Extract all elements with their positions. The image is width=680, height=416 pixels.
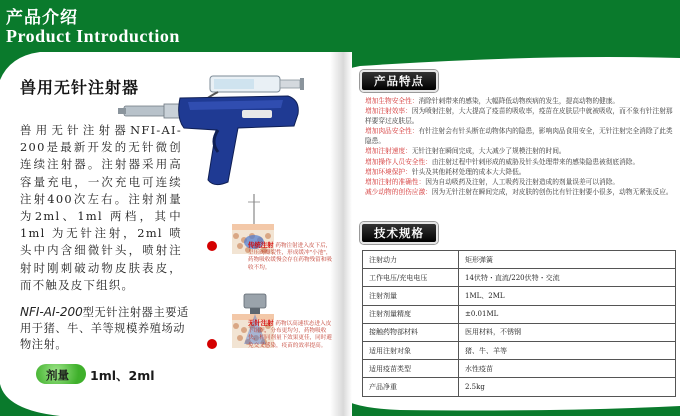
feature-text: 有针注射会有针头断在动物体内的隐患，影响肉品食用安全，无针注射完全消除了此类隐患。 <box>365 127 673 146</box>
spec-row <box>363 360 676 378</box>
spec-row <box>363 287 676 305</box>
traditional-injection-title: 传统注射 <box>248 241 274 249</box>
feature-item <box>365 146 677 156</box>
header-title-cn: 产品介绍 <box>6 8 78 28</box>
spec-key: 工作电压/充电电压 <box>363 269 459 287</box>
spec-value: ±0.01ML <box>459 305 676 323</box>
header-banner <box>0 0 680 52</box>
header-title-en: Product Introduction <box>6 26 180 46</box>
feature-key: 减少动物的创伤应激： <box>365 187 432 196</box>
spec-value: 2.5kg <box>459 378 676 396</box>
spec-row <box>363 323 676 341</box>
features-title: 产品特点 <box>360 70 438 92</box>
traditional-injection-text: 药物注射进入皮下后，呈压阀瓣裂性，形成缓冲"小池"，药物吸收缓慢会存在药物残留和吸收不均。 <box>248 243 332 271</box>
spec-key: 适用疫苗类型 <box>363 360 459 378</box>
model-number: NFI-AI-200 <box>20 305 83 319</box>
feature-item <box>365 177 677 187</box>
usage-paragraph <box>20 304 190 353</box>
product-title: 兽用无针注射器 <box>20 78 140 97</box>
feature-text: 由注射过程中针刺形成的威胁及针头处理带来的感染隐患被彻底消除。 <box>431 157 640 166</box>
feature-text: 因为自动吸药及注射，人工吸药及注射造成的剂量误差可以消除。 <box>425 177 620 186</box>
spec-key: 适用注射对象 <box>363 341 459 359</box>
specs-table <box>362 250 676 397</box>
feature-key: 增加注射的准确性： <box>365 177 426 186</box>
feature-item <box>365 187 677 197</box>
spec-row <box>363 378 676 396</box>
spec-row <box>363 305 676 323</box>
feature-item <box>365 157 677 167</box>
spec-value: 1ML、2ML <box>459 287 676 305</box>
needleless-injection-text: 药物以高速状态进入皮下组织，分布更均匀，药物吸收快，相同剂量下效果更佳，同时避免交叉感染，疫苗的效率提高。 <box>248 321 332 349</box>
feature-text: 消除针刺带来的感染，大幅降低动物疾病的发生，提高动物的健康。 <box>418 97 620 105</box>
spec-row <box>363 251 676 269</box>
feature-item <box>365 106 677 126</box>
feature-key: 增加环境保护： <box>365 167 412 176</box>
dose-label: 剂量 <box>46 368 69 382</box>
needleless-injection-title: 无针注射 <box>248 319 274 327</box>
dose-value: 1ml、2ml <box>90 368 155 383</box>
feature-key: 增加肉品安全性： <box>365 127 419 136</box>
product-description: 兽用无针注射器NFI-AI-200是最新开发的无针微创连续注射器。注射器采用高容量充电，一次充电可连续注射400次左右。注射剂量为2ml、1ml 两档，其中1ml 为无针注射，2ml 喷头中内含细微针头，喷射注射时刚刺破动物皮肤表皮，而不触及皮下组织。 <box>20 123 182 292</box>
spec-row <box>363 341 676 359</box>
feature-text: 针头及其他耗材处理的成本大大降低。 <box>411 167 526 176</box>
feature-item <box>365 96 677 106</box>
spec-row <box>363 269 676 287</box>
spec-value: 水性疫苗 <box>459 360 676 378</box>
specs-title: 技术规格 <box>360 222 438 244</box>
feature-text: 因为喷射注射，大大提高了疫苗的吸收率，疫苗在皮肤层中就被吸收，而不象有针注射那样要穿过皮肤层。 <box>365 107 673 126</box>
spec-value: 矩形弹簧 <box>459 251 676 269</box>
usage-text: 型无针注射器主要适用于猪、牛、羊等规模养殖场动物注射。 <box>20 306 189 351</box>
spec-key: 接触药物部材料 <box>363 323 459 341</box>
feature-key: 增加操作人员安全性： <box>365 157 432 166</box>
feature-text: 因为无针注射在瞬间完成，对皮肤的创伤比有针注射要小很多，动物无紧张反应。 <box>431 187 673 196</box>
needleless-injection-note <box>248 320 336 350</box>
spec-value: 14伏特・直流/220伏特・交流 <box>459 269 676 287</box>
spec-key: 注射剂量 <box>363 287 459 305</box>
spec-value: 猪、牛、羊等 <box>459 341 676 359</box>
feature-item <box>365 126 677 146</box>
spec-value: 医用材料，不锈钢 <box>459 323 676 341</box>
traditional-injection-note <box>248 242 336 272</box>
features-list <box>365 96 677 197</box>
feature-key: 增加生物安全性： <box>365 97 419 105</box>
feature-text: 无针注射在瞬间完成，大大减少了规模注射的时间。 <box>411 147 566 156</box>
feature-key: 增加注射效率： <box>365 107 412 116</box>
feature-item <box>365 167 677 177</box>
corner-swoosh-bottom-right <box>340 396 680 416</box>
spec-key: 产品净重 <box>363 378 459 396</box>
spec-key: 注射动力 <box>363 251 459 269</box>
corner-swoosh-bottom-left <box>0 384 60 416</box>
injection-comparison-illustration <box>196 194 336 390</box>
spec-key: 注射剂量精度 <box>363 305 459 323</box>
feature-key: 增加注射速度： <box>365 147 412 156</box>
